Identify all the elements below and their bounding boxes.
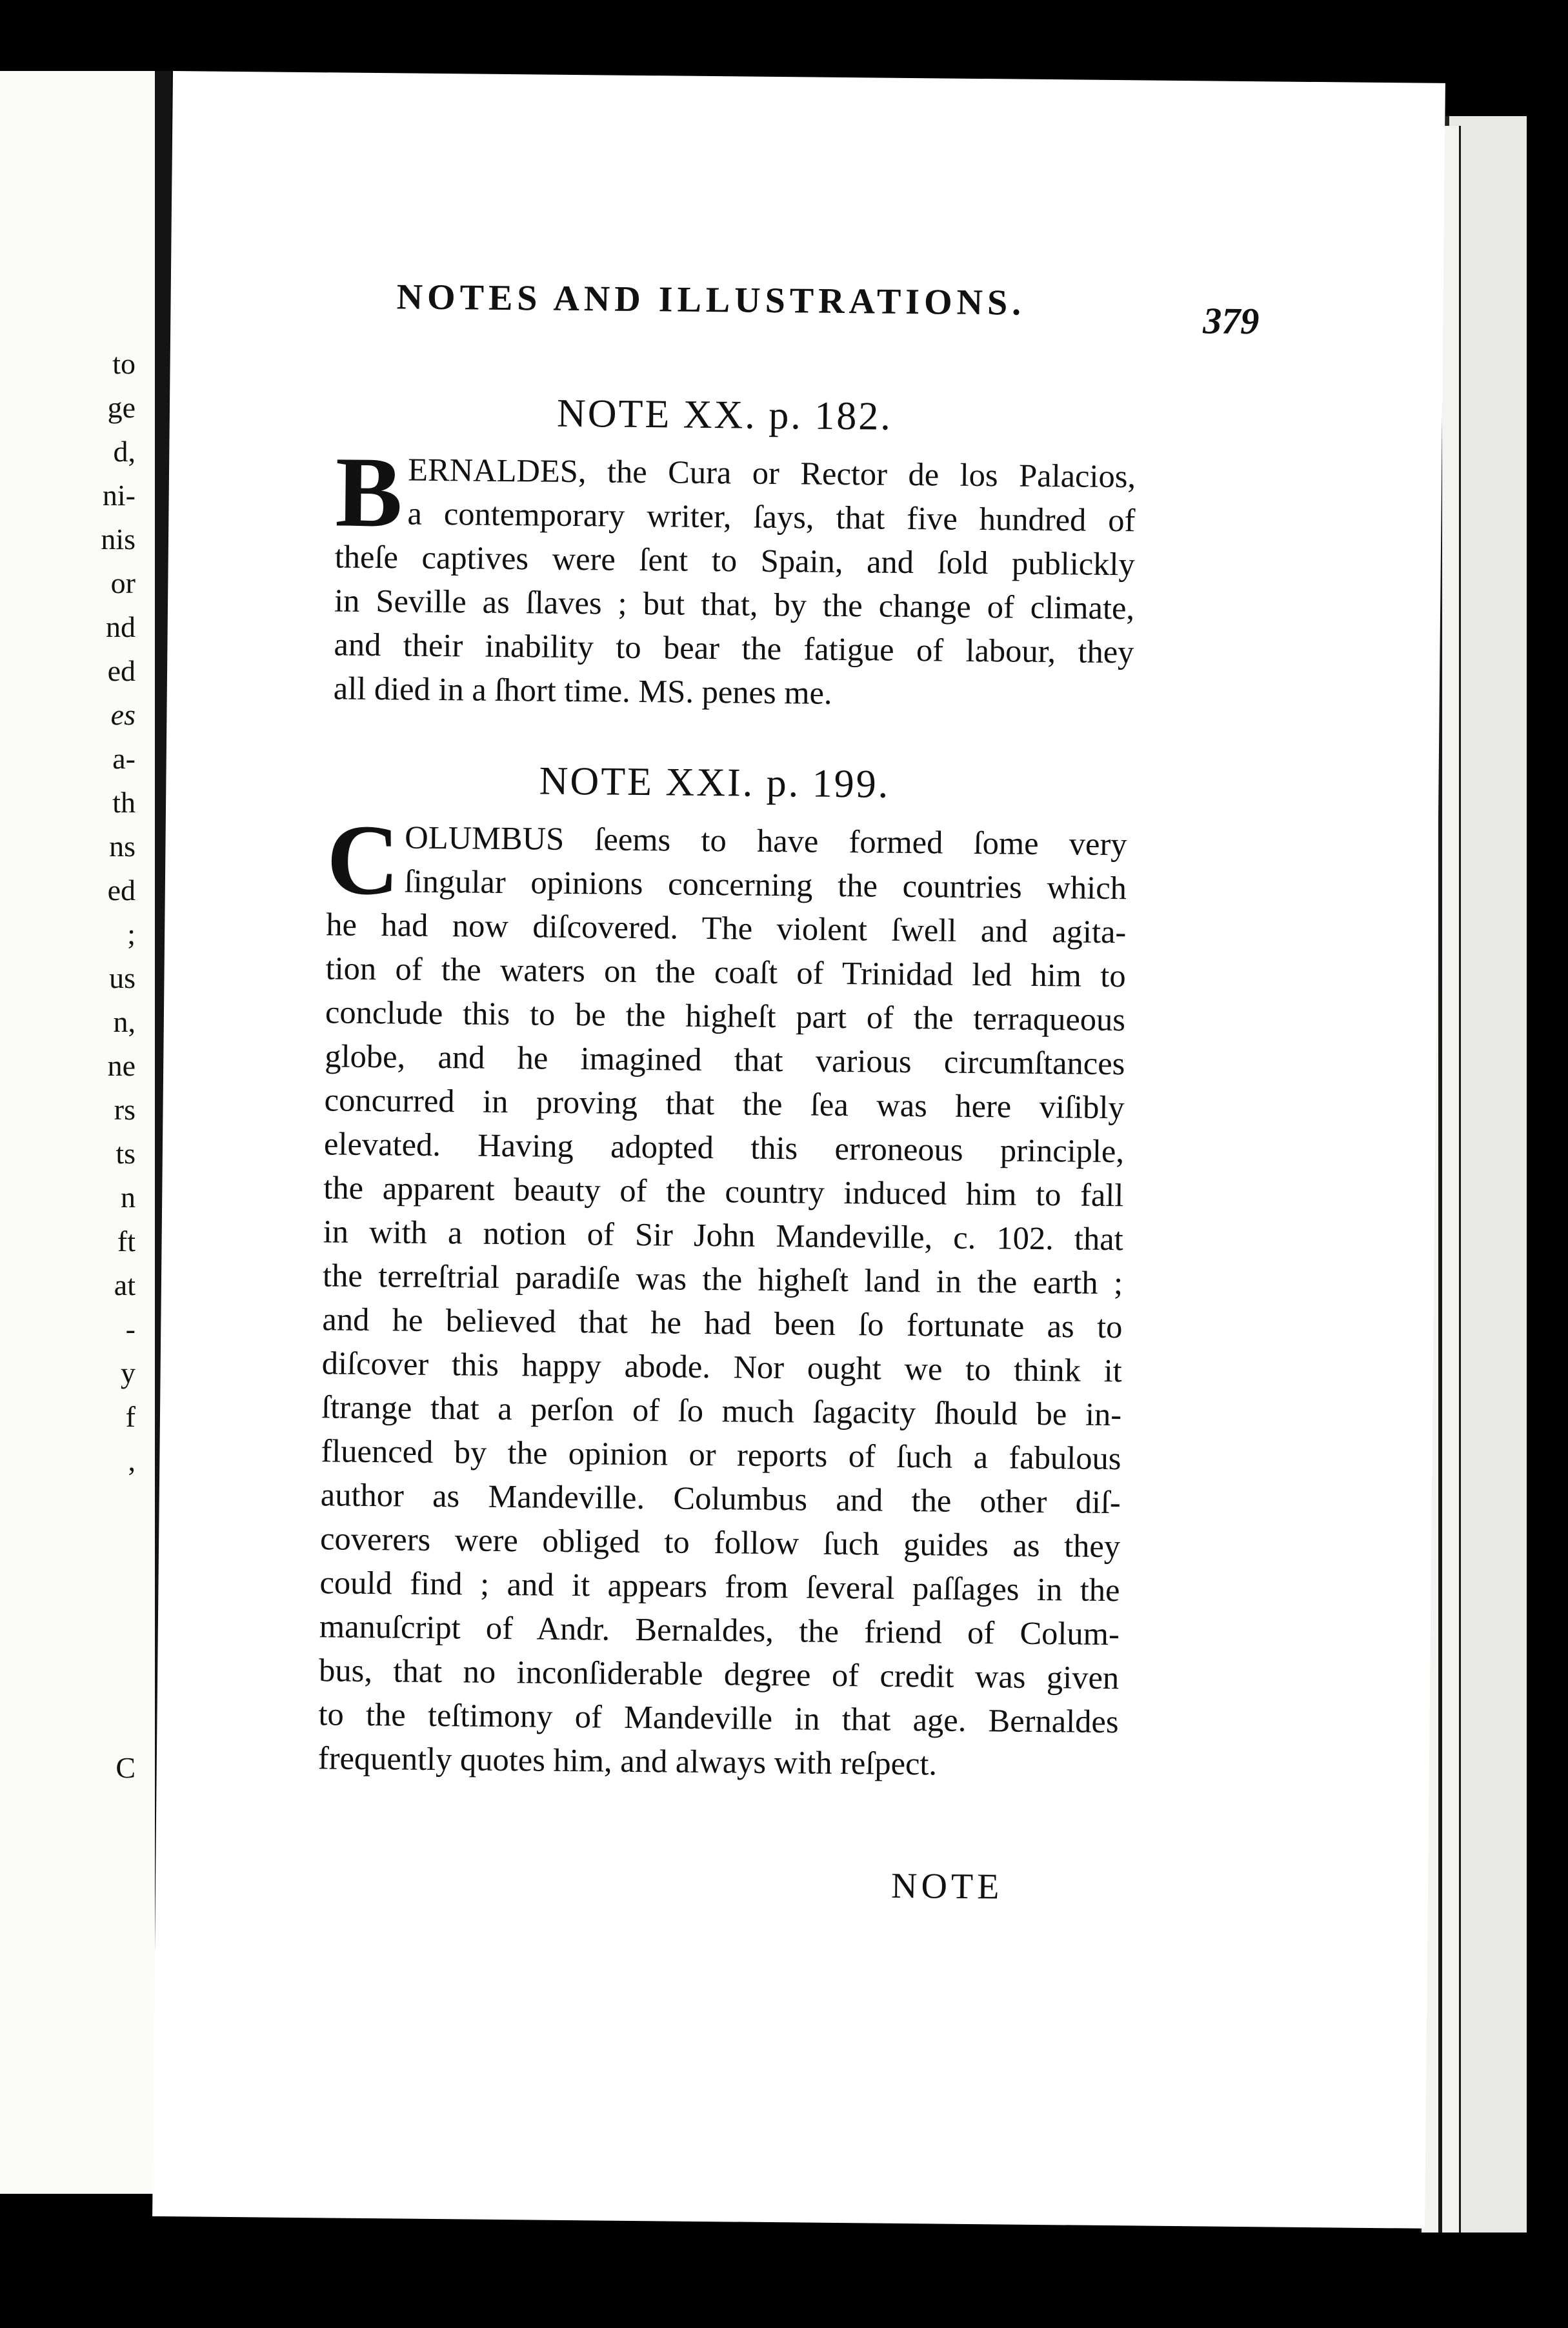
line-fragment — [0, 1570, 148, 1614]
text-line: tion of the waters on the coaſt of Trinidad led him to — [325, 950, 1126, 994]
line-fragment: or — [110, 567, 136, 599]
book-page — [152, 71, 1445, 2229]
line-fragment: C — [116, 1751, 136, 1784]
note-body-xxi — [317, 803, 1127, 1787]
text-line: fluenced by the opinion or reports of ſuch a fabulous — [321, 1432, 1121, 1477]
text-line: elevated. Having adopted this erroneous principle, — [323, 1125, 1125, 1170]
text-line: theſe captives were ſent to Spain, and ſold publickly — [334, 538, 1136, 583]
text-line: bus, that no inconſiderable degree of credit was given — [318, 1652, 1120, 1696]
line-fragment: - — [125, 1312, 136, 1345]
line-fragment: us — [109, 961, 136, 994]
catchword: NOTE — [890, 1865, 1003, 1907]
line-fragment: ed — [107, 654, 136, 687]
line-fragment — [0, 1658, 148, 1702]
text-line: ſingular opinions concerning the countries which — [404, 863, 1127, 907]
text-line: in Seville as ſlaves ; but that, by the change of climate, — [334, 582, 1135, 627]
line-fragment — [0, 1483, 148, 1527]
running-head: NOTES AND ILLUSTRATIONS. — [396, 277, 1026, 323]
facing-page-line-ends — [0, 342, 148, 1790]
text-line: diſcover this happy abode. Nor ought we to think it — [321, 1345, 1123, 1389]
note-body-xx — [333, 436, 1136, 717]
text-line: the apparent beauty of the country induced him to fall — [323, 1169, 1124, 1214]
text-line: frequently quotes him, and always with reſpect. — [317, 1740, 938, 1782]
line-fragment: n, — [113, 1005, 136, 1038]
text-line: he had now diſcovered. The violent ſwell and agita- — [326, 906, 1127, 950]
scan-bottom-margin — [0, 2233, 1568, 2328]
line-fragment: nd — [106, 610, 136, 643]
text-line: OLUMBUS ſeems to have formed ſome very — [405, 819, 1127, 863]
drop-cap: C — [326, 803, 400, 916]
line-fragment: n — [121, 1181, 136, 1214]
line-fragment: f — [125, 1400, 136, 1433]
line-fragment: ns — [109, 830, 136, 863]
line-fragment: a- — [112, 742, 136, 775]
line-fragment: ft — [117, 1225, 136, 1258]
text-line: could find ; and it appears from ſeveral paſſages in the — [319, 1564, 1120, 1609]
line-fragment: ni- — [102, 479, 136, 512]
page-number: 379 — [1203, 299, 1260, 343]
line-fragment: ; — [127, 918, 136, 950]
text-line: author as Mandeville. Columbus and the other diſ- — [320, 1476, 1121, 1521]
line-fragment: th — [112, 786, 136, 819]
text-line: ERNALDES, the Cura or Rector de los Palacios, — [407, 451, 1136, 495]
text-line: a contemporary writer, ſays, that five hundred of — [407, 495, 1136, 539]
text-line: coverers were obliged to follow ſuch guides as they — [319, 1520, 1121, 1565]
text-line: conclude this to be the higheſt part of the terraqueous — [325, 994, 1126, 1038]
note-heading-xxi: NOTE XXI. p. 199. — [539, 759, 890, 807]
line-fragment: es — [110, 698, 136, 731]
line-fragment: y — [121, 1356, 136, 1389]
drop-cap: B — [334, 436, 403, 548]
text-line: and their inability to bear the fatigue of labour, they — [334, 626, 1134, 670]
line-fragment: nis — [101, 523, 136, 556]
text-line: concurred in proving that the ſea was here viſibly — [324, 1081, 1125, 1126]
line-fragment: ne — [107, 1049, 136, 1082]
line-fragment — [0, 1614, 148, 1658]
line-fragment: ts — [116, 1137, 136, 1170]
line-fragment: , — [128, 1444, 136, 1477]
note-heading-xx: NOTE XX. p. 182. — [556, 391, 893, 439]
text-line: in with a notion of Sir John Mandeville, c. 102. that — [323, 1213, 1123, 1258]
line-fragment — [0, 1527, 148, 1570]
line-fragment — [0, 1702, 148, 1746]
line-fragment: ge — [107, 391, 136, 424]
text-line: ſtrange that a perſon of ſo much ſagacity ſhould be in- — [321, 1389, 1122, 1433]
line-fragment: at — [114, 1269, 136, 1301]
page-edge — [1440, 126, 1461, 2255]
text-line: globe, and he imagined that various circumſtances — [325, 1038, 1125, 1082]
facing-page-left — [0, 71, 172, 2194]
text-line: the terreſtrial paradiſe was the higheſt land in the earth ; — [322, 1257, 1123, 1301]
text-line: and he believed that he had been ſo fortunate as to — [322, 1301, 1123, 1345]
line-fragment: ed — [107, 874, 136, 907]
text-line: all died in a ſhort time. MS. penes me. — [333, 670, 832, 711]
text-line: manuſcript of Andr. Bernaldes, the friend of Colum- — [319, 1608, 1120, 1652]
line-fragment: rs — [114, 1093, 136, 1126]
line-fragment: to — [112, 347, 136, 380]
line-fragment: d, — [113, 435, 136, 468]
text-line: to the teſtimony of Mandeville in that age. Bernaldes — [318, 1696, 1119, 1740]
